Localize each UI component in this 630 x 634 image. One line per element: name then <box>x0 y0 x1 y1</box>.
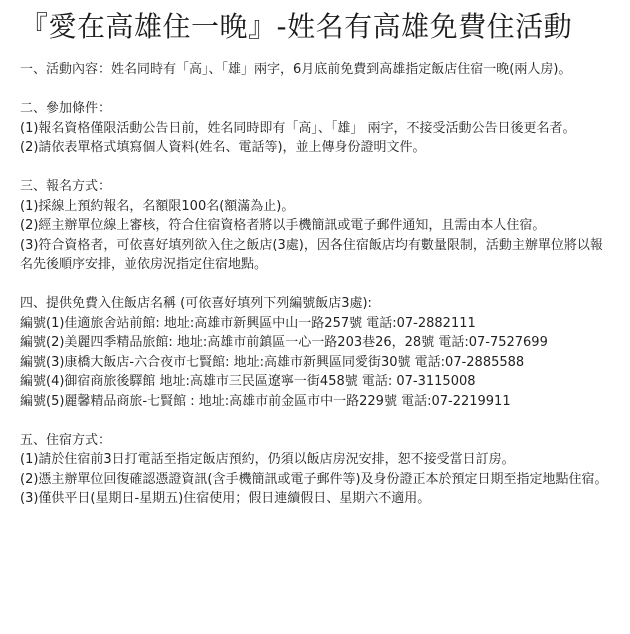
section-eligibility <box>20 99 610 158</box>
hotel-item: 編號(2)美麗四季精品旅館: 地址:高雄市前鎮區一心一路203巷26，28號 電話:07-7527699 <box>20 335 548 350</box>
section-line: (2)經主辦單位線上審核，符合住宿資格者將以手機簡訊或電子郵件通知，且需由本人住宿。 <box>20 218 546 233</box>
article-content <box>20 60 610 509</box>
section-line: (2)請依表單格式填寫個人資料(姓名、電話等)，並上傳身份證明文件。 <box>20 140 426 155</box>
hotel-item: 編號(3)康橋大飯店-六合夜市七賢館: 地址:高雄市新興區同愛街30號 電話:07-2885588 <box>20 354 525 370</box>
section-heading: 四、提供免費入住飯店名稱 (可依喜好填列下列編號飯店3處): <box>20 296 372 311</box>
hotel-item: 編號(1)佳適旅舍站前館: 地址:高雄市新興區中山一路257號 電話:07-2882111 <box>20 315 476 331</box>
hotel-item: 編號(5)麗馨精品商旅-七賢館 : 地址:高雄市前金區市中一路229號 電話:07-2219911 <box>20 393 511 409</box>
section-line: (2)憑主辦單位回復確認憑證資訊(含手機簡訊或電子郵件等)及身份證正本於預定日期至指定地點住宿。 <box>20 471 608 487</box>
section-line: (1)報名資格僅限活動公告日前，姓名同時即有「高」、「雄」 兩字，不接受活動公告日後更名者。 <box>20 120 576 136</box>
section-heading: 三、報名方式： <box>20 179 112 194</box>
section-heading: 一、活動內容：姓名同時有「高」、「雄」兩字，6月底前免費到高雄指定飯店住宿一晚(兩人房)。 <box>20 62 572 77</box>
section-line: (1)請於住宿前3日打電話至指定飯店預約，仍須以飯店房況安排，恕不接受當日訂房。 <box>20 452 515 467</box>
section-line: (3)僅供平日(星期日-星期五)住宿使用；假日連續假日、星期六不適用。 <box>20 491 431 506</box>
section-registration <box>20 177 610 275</box>
section-heading: 二、參加條件： <box>20 101 112 116</box>
section-line: (3)符合資格者，可依喜好填列欲入住之飯店(3處)，因各住宿飯店均有數量限制，活動主辦單位將以報名先後順序安排，並依房況指定住宿地點。 <box>20 237 603 272</box>
hotel-item: 編號(4)御宿商旅後驛館 地址:高雄市三民區遼寧一街458號 電話: 07-3115008 <box>20 374 476 389</box>
section-line: (1)採線上預約報名，名額限100名(額滿為止)。 <box>20 198 295 214</box>
section-hotel-list <box>20 294 610 411</box>
page-title: 『愛在高雄住一晚』-姓名有高雄免費住活動 <box>20 10 573 43</box>
section-accommodation <box>20 431 610 509</box>
section-heading: 五、住宿方式： <box>20 432 112 448</box>
section-activity-content <box>20 60 610 80</box>
